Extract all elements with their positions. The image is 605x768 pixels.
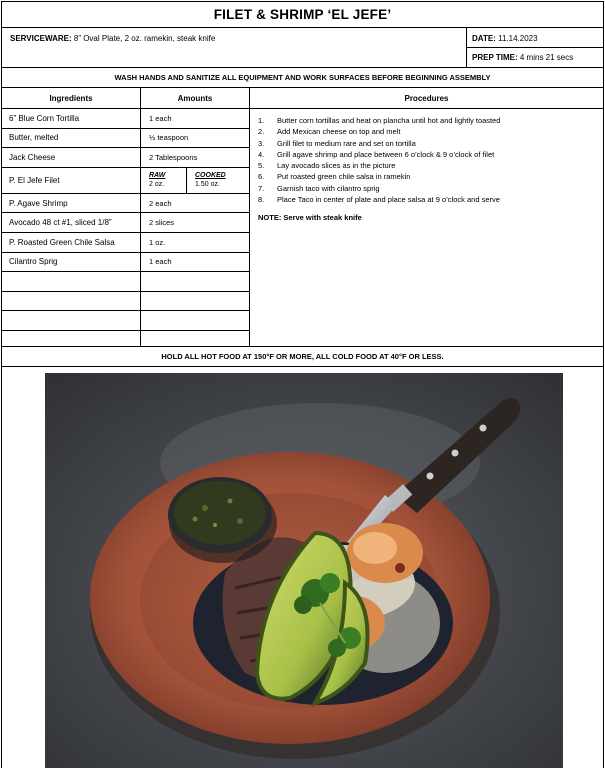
serviceware-value: 8” Oval Plate, 2 oz. ramekin, steak knife: [73, 34, 216, 43]
ingredient-name: Cilantro Sprig: [2, 253, 140, 273]
step-text: Grill filet to medium rare and set on tortilla: [277, 138, 416, 148]
ingredient-amount: [141, 311, 249, 331]
ingredient-amount: 2 slices: [141, 213, 249, 233]
step-number: 5.: [258, 161, 265, 171]
amounts-column: [141, 88, 250, 346]
ingredient-name: [2, 292, 140, 312]
date-value: 11.14.2023: [498, 34, 538, 43]
step-text: Place Taco in center of plate and place salsa at 9 o’clock and serve: [277, 195, 500, 205]
procedure-step: [258, 138, 603, 149]
step-number: 8.: [258, 195, 265, 205]
ingredient-name: [2, 272, 140, 292]
procedures-column: [250, 88, 603, 346]
ingredient-amount: [141, 292, 249, 312]
step-text: Butter corn tortillas and heat on plancha until hot and lightly toasted: [277, 116, 501, 125]
dish-photo: [45, 373, 563, 768]
cooked-part: [187, 168, 226, 193]
filet-amount-cell: [141, 168, 249, 194]
hold-temp-notice: HOLD ALL HOT FOOD AT 150°F OR MORE, ALL COLD FOOD AT 40°F OR LESS.: [2, 347, 603, 367]
serving-note: NOTE: Serve with steak knife: [258, 213, 362, 223]
amounts-header: Amounts: [141, 88, 249, 109]
step-number: 7.: [258, 183, 265, 193]
ingredient-amount: 1 oz.: [141, 233, 249, 253]
recipe-table: [2, 88, 603, 347]
step-text: Grill agave shrimp and place between 6 o’clock & 9 o’clock of filet: [277, 149, 495, 159]
ingredient-name: P. Agave Shrimp: [2, 194, 140, 214]
step-text: Lay avocado slices as in the picture: [277, 161, 396, 171]
step-number: 1.: [258, 116, 265, 125]
step-text: Add Mexican cheese on top and melt: [277, 127, 401, 137]
dish-illustration: [45, 373, 563, 768]
step-text: Garnish taco with cilantro sprig: [277, 183, 380, 193]
ingredient-amount: 1 each: [141, 109, 249, 129]
raw-label: RAW: [149, 172, 166, 180]
procedure-list: [250, 109, 603, 205]
procedure-step: [258, 183, 603, 194]
ingredient-amount: 1 each: [141, 253, 249, 273]
ingredients-header: Ingredients: [2, 88, 140, 109]
raw-cooked-split: [149, 168, 249, 193]
ingredient-name: P. Roasted Green Chile Salsa: [2, 233, 140, 253]
cooked-label: COOKED: [195, 172, 226, 180]
step-number: 2.: [258, 127, 265, 137]
ingredient-name: 6” Blue Corn Tortilla: [2, 109, 140, 129]
ingredient-name: Jack Cheese: [2, 148, 140, 168]
ingredient-name: Butter, melted: [2, 129, 140, 149]
procedures-header: Procedures: [250, 88, 603, 109]
ingredient-amount: 2 each: [141, 194, 249, 214]
serviceware-label: SERVICEWARE:: [10, 34, 72, 43]
recipe-card: [1, 1, 604, 768]
date-cell: [467, 28, 603, 48]
cooked-value: 1.50 oz.: [195, 181, 220, 189]
photo-section: [2, 367, 603, 768]
procedure-step: [258, 171, 603, 182]
step-number: 4.: [258, 149, 265, 159]
prep-time-cell: [467, 48, 603, 67]
info-row: [2, 28, 603, 68]
prep-time-value: 4 mins 21 secs: [519, 53, 574, 62]
raw-part: [149, 168, 187, 193]
date-label: DATE:: [472, 34, 496, 43]
prep-time-label: PREP TIME:: [472, 53, 518, 62]
procedure-step: [258, 115, 603, 126]
ingredient-name: Avocado 48 ct #1, sliced 1/8”: [2, 213, 140, 233]
ingredient-name: [2, 311, 140, 331]
procedure-step: [258, 194, 603, 205]
serviceware-cell: [2, 28, 467, 67]
ingredient-amount: 2 Tablespoons: [141, 148, 249, 168]
step-text: Put roasted green chile salsa in ramekin: [277, 172, 411, 182]
ingredient-name: P. El Jefe Filet: [2, 168, 140, 194]
recipe-title: FILET & SHRIMP ‘EL JEFE’: [2, 2, 603, 28]
ingredients-column: [2, 88, 141, 346]
raw-value: 2 oz.: [149, 181, 165, 189]
step-number: 6.: [258, 172, 265, 182]
procedure-step: [258, 126, 603, 137]
wash-notice: WASH HANDS AND SANITIZE ALL EQUIPMENT AND WORK SURFACES BEFORE BEGINNING ASSEMBLY: [2, 68, 603, 88]
procedure-step: [258, 149, 603, 160]
step-number: 3.: [258, 138, 265, 148]
ingredient-amount: [141, 272, 249, 292]
procedure-step: [258, 160, 603, 171]
ingredient-amount: ½ teaspoon: [141, 129, 249, 149]
